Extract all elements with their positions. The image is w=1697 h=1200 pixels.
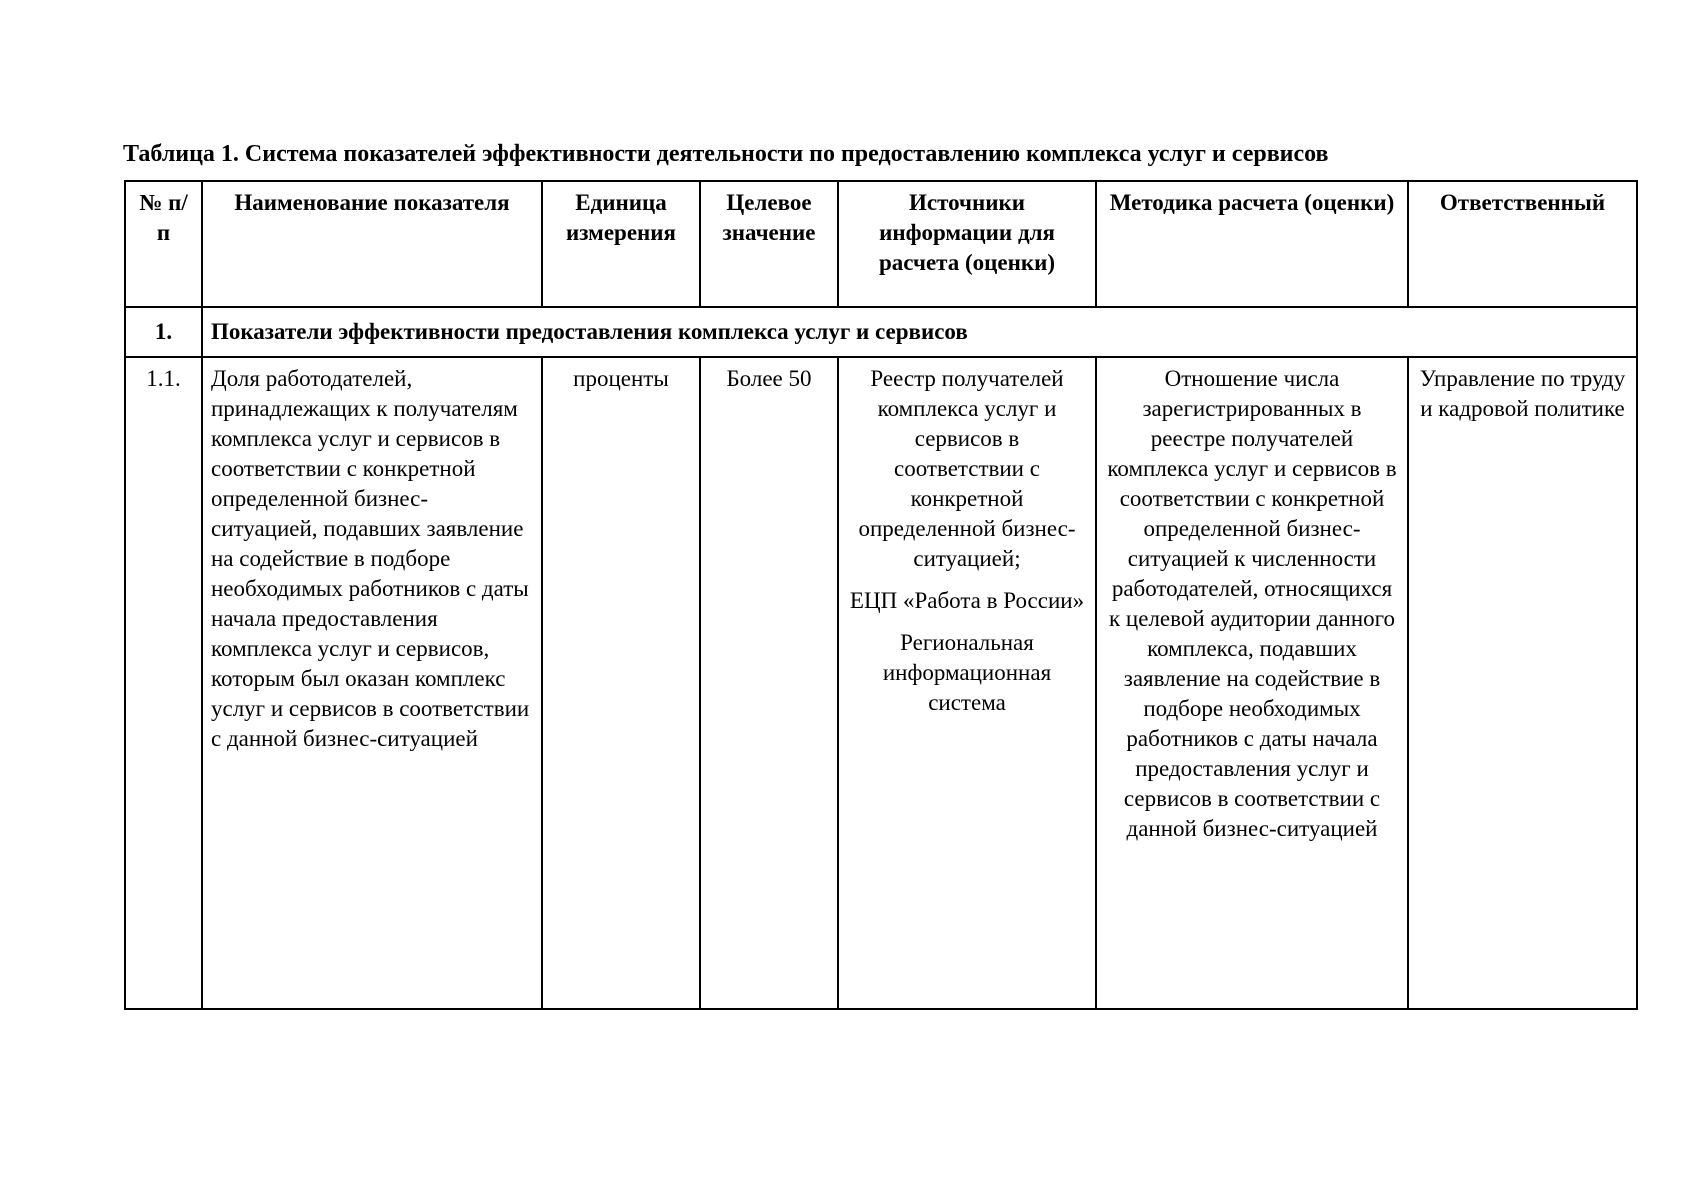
- row-method: Отношение числа зарегистрированных в реестре получателей комплекса услуг и сервисов в соответствии с конкретной определенной бизнес-ситуацией к численности работодателей, относящихся к целевой аудитории данного комплекса, подавших заявление на содействие в подборе необходимых работников с даты начала предоставления услуг и сервисов в соответствии с данной бизнес-ситуацией: [1096, 357, 1408, 1009]
- row-target-value: Более 50: [700, 357, 838, 1009]
- header-target-value: Целевое значение: [700, 181, 838, 307]
- header-method: Методика расчета (оценки): [1096, 181, 1408, 307]
- header-indicator-name: Наименование показателя: [202, 181, 542, 307]
- row-number: 1.1.: [125, 357, 202, 1009]
- table-row: [125, 357, 1637, 1009]
- source-regional-system: Региональная информационная система: [882, 630, 1052, 715]
- row-responsible: Управление по труду и кадровой политике: [1408, 357, 1637, 1009]
- section-row: [125, 307, 1637, 357]
- header-sources: Источники информации для расчета (оценки): [838, 181, 1096, 307]
- table-caption: Таблица 1. Система показателей эффективности деятельности по предоставлению комплекса услуг и сервисов: [123, 141, 1329, 167]
- section-title: Показатели эффективности предоставления комплекса услуг и сервисов: [202, 307, 1637, 357]
- source-registry: Реестр получателей комплекса услуг и сервисов в соответствии с конкретной определенной бизнес- ситуацией;: [858, 366, 1076, 571]
- section-number: 1.: [125, 307, 202, 357]
- indicators-table: [124, 180, 1638, 1010]
- row-sources: [838, 357, 1096, 1009]
- table-header-row: [125, 181, 1637, 307]
- row-indicator-name: Доля работодателей, принадлежащих к получателям комплекса услуг и сервисов в соответствии с конкретной определенной бизнес-ситуацией, подавших заявление на содействие в подборе необходимых работников с даты начала предоставления комплекса услуг и сервисов, которым был оказан комплекс услуг и сервисов в соответствии с данной бизнес-ситуацией: [202, 357, 542, 1009]
- header-number: № п/п: [125, 181, 202, 307]
- row-unit: проценты: [542, 357, 700, 1009]
- source-ecp-portal: ЕЦП «Работа в России»: [849, 588, 1085, 613]
- header-responsible: Ответственный: [1408, 181, 1637, 307]
- header-unit: Единица измерения: [542, 181, 700, 307]
